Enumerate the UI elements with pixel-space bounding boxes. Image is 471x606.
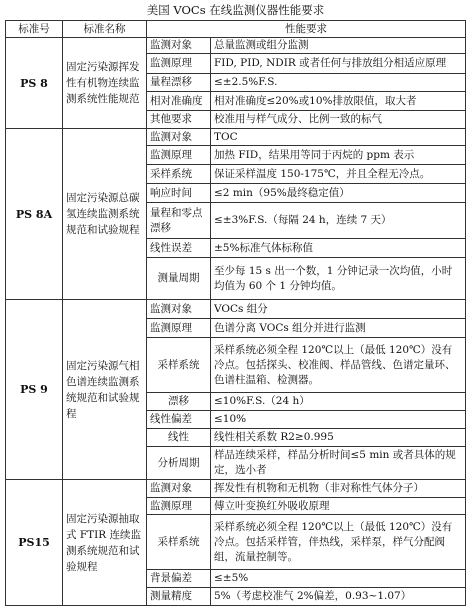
item-label: 采样系统	[147, 338, 211, 393]
standard-number: PS 9	[6, 300, 63, 480]
item-label: 采样系统	[147, 515, 211, 570]
item-requirement: FID, PID, NDIR 或者任何与排放组分相适应原理	[211, 54, 466, 74]
item-requirement: 挥发性有机物和无机物（非对称性气体分子）	[211, 480, 466, 498]
item-requirement: 总量监测或组分监测	[211, 38, 466, 54]
header-name: 标准名称	[63, 21, 147, 38]
item-label: 线性误差	[147, 239, 211, 258]
item-requirement: 校准用与样气成分、比例一致的标气	[211, 111, 466, 129]
table-row	[6, 38, 466, 54]
item-requirement: 线性相关系数 R2≥0.995	[211, 429, 466, 447]
item-label: 线性偏差	[147, 411, 211, 429]
standard-name: 固定污染源总碳氢连续监测系统规范和试验规程	[63, 129, 147, 300]
item-label: 其他要求	[147, 111, 211, 129]
item-requirement: TOC	[211, 129, 466, 146]
standard-number: PS15	[6, 480, 63, 606]
item-requirement: ≤2 min（95%最终稳定值）	[211, 184, 466, 203]
item-requirement: 色谱分离 VOCs 组分并进行监测	[211, 319, 466, 338]
item-label: 测量周期	[147, 258, 211, 300]
standard-name: 固定污染源气相色谱连续监测系统规范和试验规程	[63, 300, 147, 480]
item-label: 响应时间	[147, 184, 211, 203]
item-label: 采样系统	[147, 165, 211, 184]
header-req: 性能要求	[147, 21, 466, 38]
item-label: 背景偏差	[147, 570, 211, 588]
table-row	[6, 129, 466, 146]
item-label: 线性	[147, 429, 211, 447]
item-requirement: 相对准确度≤20%或10%排放限值，取大者	[211, 92, 466, 111]
item-label: 监测原理	[147, 319, 211, 338]
document-title: 美国 VOCs 在线监测仪器性能要求	[146, 3, 325, 17]
standard-number: PS 8A	[6, 129, 63, 300]
item-requirement: 加热 FID，结果用等同于丙烷的 ppm 表示	[211, 146, 466, 165]
item-label: 量程和零点漂移	[147, 203, 211, 239]
item-requirement: ≤±2.5%F.S.	[211, 74, 466, 92]
item-label: 漂移	[147, 393, 211, 411]
item-requirement: 采样系统必须全程 120℃以上（最低 120℃）没有冷点。包括采样管，伴热线，采样泵，样气分配阀组，流量控制等。	[211, 515, 466, 570]
header-std: 标准号	[6, 21, 63, 38]
item-label: 测量精度	[147, 588, 211, 606]
item-requirement: 5%（考虑校准气 2%偏差，0.93~1.07）	[211, 588, 466, 606]
item-requirement: ≤10%	[211, 411, 466, 429]
standard-number: PS 8	[6, 38, 63, 129]
item-requirement: 保证采样温度 150-175℃，并且全程无冷点。	[211, 165, 466, 184]
item-requirement: 傅立叶变换红外吸收原理	[211, 498, 466, 515]
item-requirement: VOCs 组分	[211, 300, 466, 319]
item-requirement: 样品连续采样，样品分析时间≤5 min 或者具体的规定，选小者	[211, 447, 466, 480]
item-requirement: 采样系统必须全程 120℃以上（最低 120℃）没有冷点。包括探头、校准阀、样品管线、色谱定量环、色谱柱温箱、检测器。	[211, 338, 466, 393]
item-label: 监测原理	[147, 146, 211, 165]
item-requirement: ≤10%F.S.（24 h）	[211, 393, 466, 411]
table-row	[6, 480, 466, 498]
standard-name: 固定污染源抽取式 FTIR 连续监测系统规范和试验规程	[63, 480, 147, 606]
item-label: 分析周期	[147, 447, 211, 480]
item-label: 监测对象	[147, 300, 211, 319]
requirements-table	[5, 20, 466, 606]
item-label: 监测对象	[147, 129, 211, 146]
item-label: 量程漂移	[147, 74, 211, 92]
item-requirement: ±5%标准气体标称值	[211, 239, 466, 258]
item-label: 监测对象	[147, 38, 211, 54]
header-row	[6, 21, 466, 38]
item-label: 相对准确度	[147, 92, 211, 111]
item-label: 监测原理	[147, 54, 211, 74]
standard-name: 固定污染源挥发性有机物连续监测系统性能规范	[63, 38, 147, 129]
table-row	[6, 300, 466, 319]
item-label: 监测原理	[147, 498, 211, 515]
item-requirement: ≤±3%F.S.（每隔 24 h，连续 7 天）	[211, 203, 466, 239]
item-requirement: 至少每 15 s 出一个数，1 分钟记录一次均值，小时均值为 60 个 1 分钟均值。	[211, 258, 466, 300]
item-requirement: ≤±5%	[211, 570, 466, 588]
item-label: 监测对象	[147, 480, 211, 498]
